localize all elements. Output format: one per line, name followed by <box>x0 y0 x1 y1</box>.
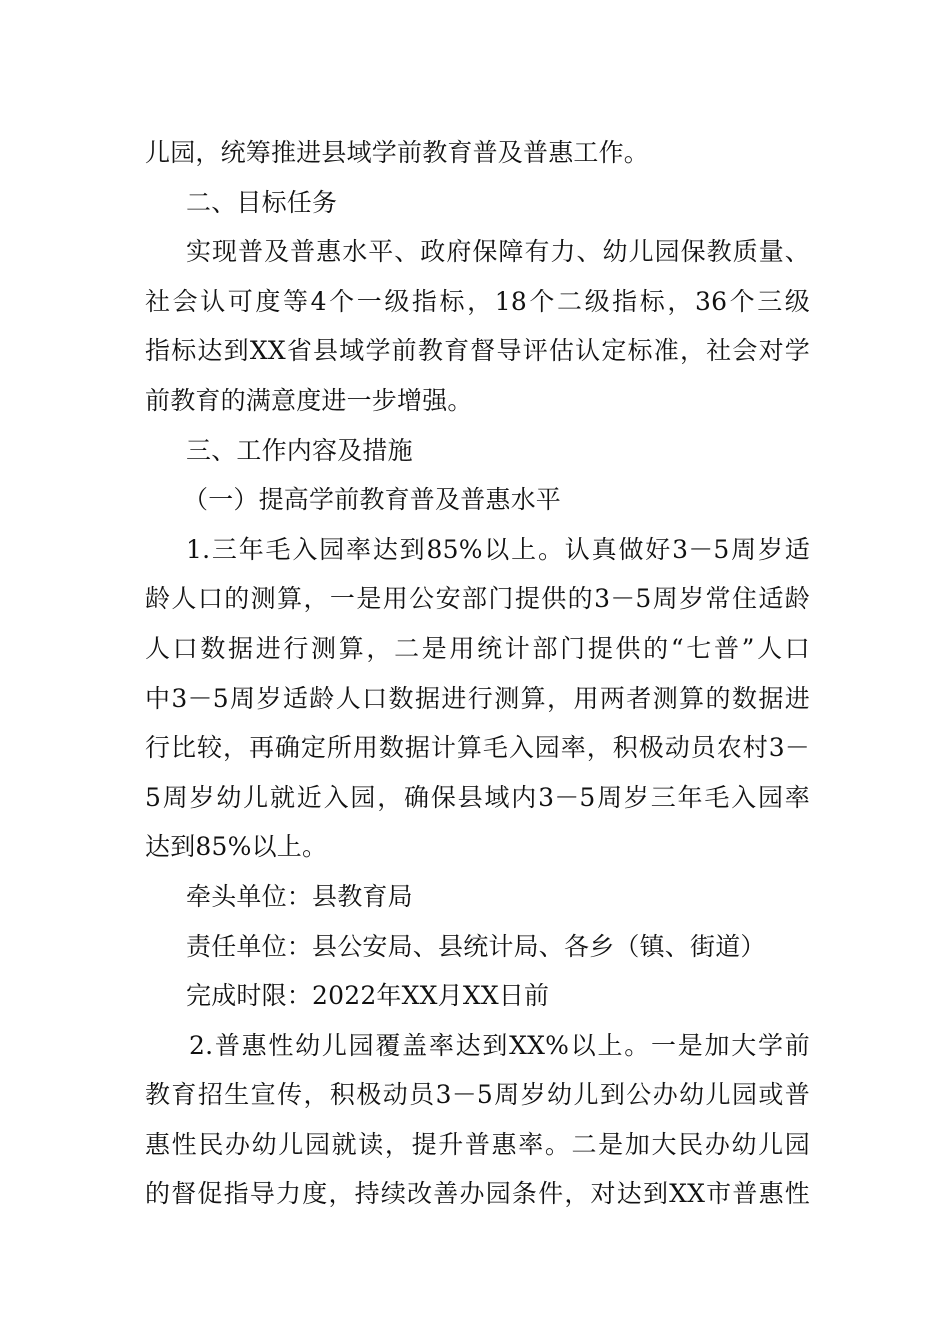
lead-unit-line: 牵头单位：县教育局 <box>186 881 413 911</box>
paragraph-line: 儿园，统筹推进县域学前教育普及普惠工作。 <box>145 138 650 167</box>
paragraph-line: 惠性民办幼儿园就读，提升普惠率。二是加大民办幼儿园 <box>145 1129 810 1159</box>
paragraph-line: 2.普惠性幼儿园覆盖率达到XX%以上。一是加大学前 <box>189 1030 810 1060</box>
section-heading: 三、工作内容及措施 <box>186 435 413 465</box>
deadline-line: 完成时限：2022年XX月XX日前 <box>186 981 550 1011</box>
paragraph-line: 实现普及普惠水平、政府保障有力、幼儿园保教质量、 <box>186 237 810 267</box>
paragraph-line: 的督促指导力度，持续改善办园条件，对达到XX市普惠性 <box>145 1179 810 1209</box>
paragraph-line: 5周岁幼儿就近入园，确保县域内3－5周岁三年毛入园率 <box>145 782 810 812</box>
paragraph-line: 龄人口的测算，一是用公安部门提供的3－5周岁常住适龄 <box>145 584 810 614</box>
paragraph-line: 达到85%以上。 <box>145 832 328 862</box>
paragraph-line: 指标达到XX省县域学前教育督导评估认定标准，社会对学 <box>145 336 810 366</box>
document-body <box>145 128 810 1219</box>
paragraph-line: 行比较，再确定所用数据计算毛入园率，积极动员农村3－ <box>145 733 810 763</box>
paragraph-line: 教育招生宣传，积极动员3－5周岁幼儿到公办幼儿园或普 <box>145 1080 810 1110</box>
paragraph-line: 中3－5周岁适龄人口数据进行测算，用两者测算的数据进 <box>145 683 810 713</box>
section-heading: 二、目标任务 <box>186 187 338 217</box>
paragraph-line: 人口数据进行测算，二是用统计部门提供的“七普”人口 <box>145 633 810 663</box>
paragraph-line: 前教育的满意度进一步增强。 <box>145 385 473 415</box>
paragraph-line: 社会认可度等4个一级指标，18个二级指标，36个三级 <box>145 286 810 316</box>
subsection-heading: （一）提高学前教育普及普惠水平 <box>183 485 562 515</box>
paragraph-line: 1.三年毛入园率达到85%以上。认真做好3－5周岁适 <box>186 534 810 564</box>
responsible-unit-line: 责任单位：县公安局、县统计局、各乡（镇、街道） <box>186 931 766 961</box>
